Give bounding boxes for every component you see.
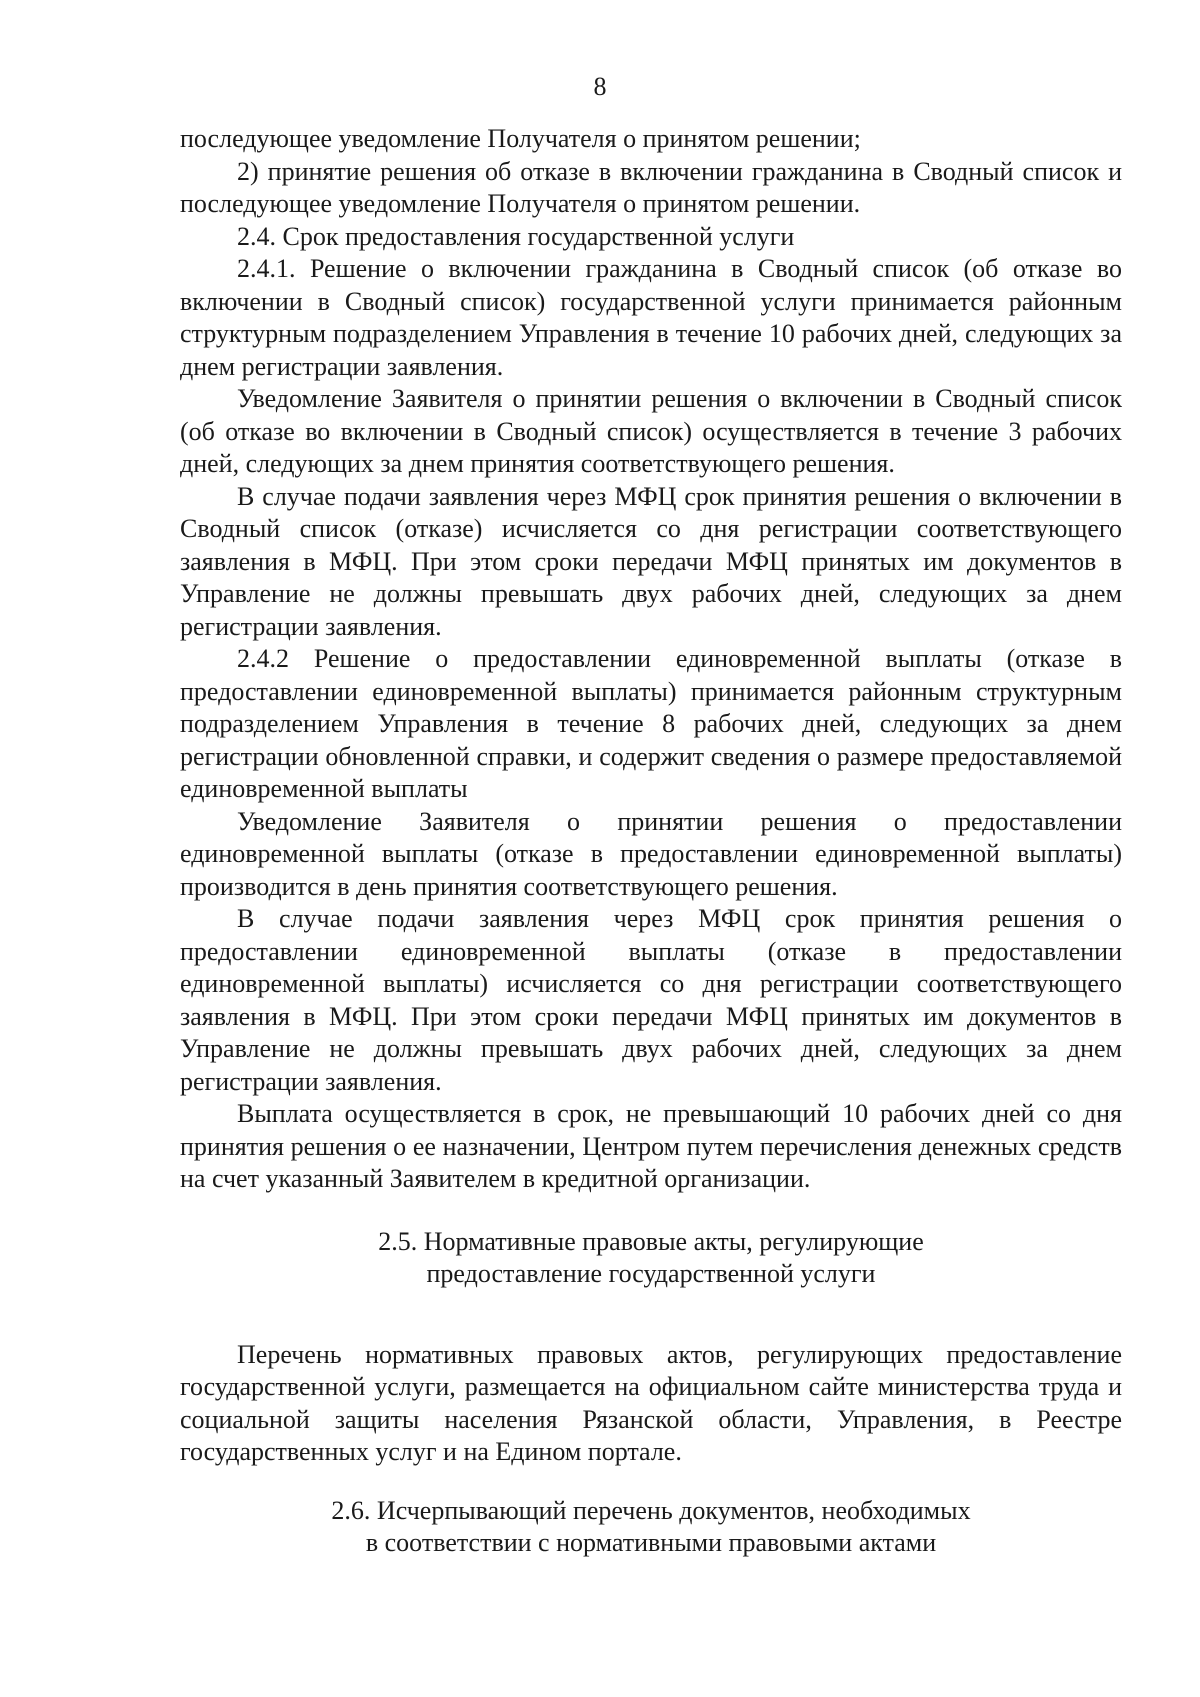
paragraph-payment-term: Выплата осуществляется в срок, не превышающий 10 рабочих дней со дня принятия решения о ее назначении, Центром путем перечисления денежных средств на счет указанный Заявителем в кредитной организации.: [180, 1099, 1122, 1193]
paragraph-item-2: 2) принятие решения об отказе в включении гражданина в Сводный список и последующее уведомление Получателя о принятом решении.: [180, 156, 1122, 218]
paragraph-2-4-1: 2.4.1. Решение о включении гражданина в Сводный список (об отказе во включении в Сводный список) государственной услуги принимается районным структурным подразделением Управления в течение 10 рабочих дней, следующих за днем регистрации заявления.: [180, 254, 1122, 381]
paragraph-mfc-inclusion: В случае подачи заявления через МФЦ срок принятия решения о включении в Сводный список (отказе) исчисляется со дня регистрации соответствующего заявления в МФЦ. При этом сроки передачи МФЦ принятых им документов в Управление не должны превышать двух рабочих дней, следующих за днем регистрации заявления.: [180, 481, 1122, 641]
document-body: [180, 123, 1122, 1560]
section-2-6-heading-line1: 2.6. Исчерпывающий перечень документов, необходимых: [331, 1495, 971, 1525]
section-2-5-heading-line2: предоставление государственной услуги: [426, 1259, 876, 1288]
page-number: 8: [593, 72, 607, 101]
paragraph-mfc-payment: В случае подачи заявления через МФЦ срок принятия решения о предоставлении единовременной выплаты (отказе в предоставлении единовременной выплаты) исчисляется со дня регистрации соответствующего заявления в МФЦ. При этом сроки передачи МФЦ принятых им документов в Управление не должны превышать двух рабочих дней, следующих за днем регистрации заявления.: [180, 904, 1122, 1096]
paragraph-notification-payment: Уведомление Заявителя о принятии решения о предоставлении единовременной выплаты (отказе в предоставлении единовременной выплаты) производится в день принятия соответствующего решения.: [180, 806, 1122, 901]
section-2-6-heading-line2: в соответствии с нормативными правовыми актами: [365, 1528, 937, 1557]
paragraph-notification-inclusion: Уведомление Заявителя о принятии решения о включении в Сводный список (об отказе во включении в Сводный список) осуществляется в течение 3 рабочих дней, следующих за днем принятия соответствующего решения.: [180, 384, 1122, 478]
section-2-5-heading-line1: 2.5. Нормативные правовые акты, регулирующие: [378, 1226, 924, 1256]
section-2-6-heading: [180, 1495, 1122, 1560]
paragraph-continuation: последующее уведомление Получателя о принятом решении;: [180, 124, 861, 153]
paragraph-section-2-4-title: 2.4. Срок предоставления государственной услуги: [237, 221, 795, 251]
section-2-5-heading: [180, 1226, 1122, 1291]
paragraph-section-2-5: Перечень нормативных правовых актов, регулирующих предоставление государственной услуги, размещается на официальном сайте министерства труда и социальной защиты населения Рязанской области, Управления, в Реестре государственных услуг и на Едином портале.: [180, 1339, 1122, 1466]
paragraph-2-4-2: 2.4.2 Решение о предоставлении единовременной выплаты (отказе в предоставлении единовременной выплаты) принимается районным структурным подразделением Управления в течение 8 рабочих дней, следующих за днем регистрации обновленной справки, и содержит сведения о размере предоставляемой единовременной выплаты: [180, 644, 1122, 803]
